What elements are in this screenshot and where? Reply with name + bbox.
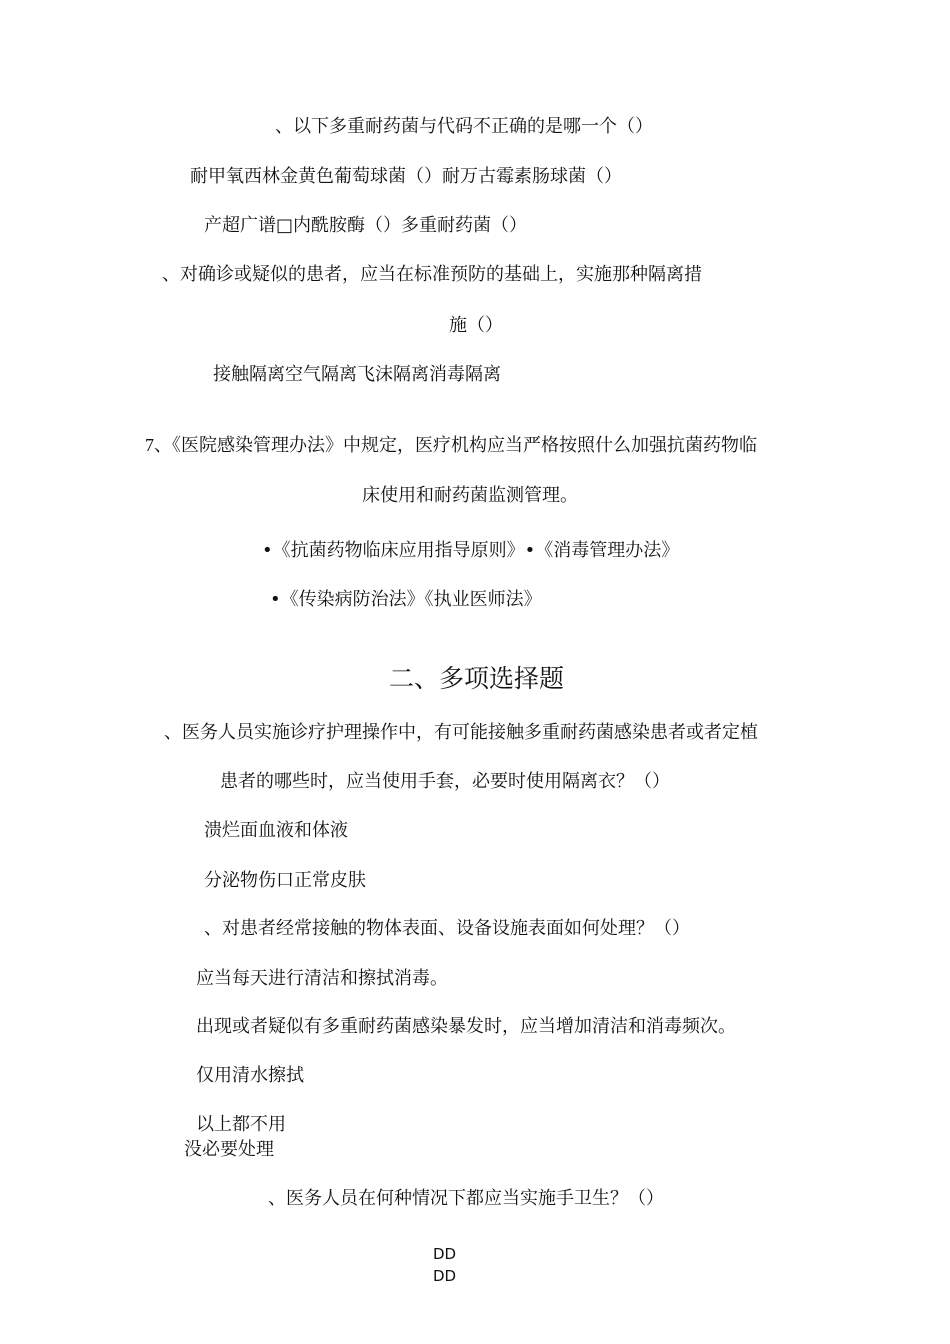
question-option: 仅用清水擦拭: [196, 1065, 304, 1086]
question-number: 7: [145, 435, 154, 455]
question-stem: 、对患者经常接触的物体表面、设备设施表面如何处理？（）: [204, 918, 690, 939]
question-option: 以上都不用: [196, 1114, 286, 1135]
question-stem-continued: 施（）: [449, 315, 503, 336]
question-stem-continued: 床使用和耐药菌监测管理。: [362, 485, 578, 506]
footer-mark: DD: [433, 1245, 457, 1263]
question-option: 应当每天进行清洁和擦拭消毒。: [196, 968, 448, 989]
question-stem: 、对确诊或疑似的患者，应当在标准预防的基础上，实施那种隔离措: [162, 264, 702, 285]
section-title: 二、多项选择题: [389, 664, 565, 693]
question-options: 接触隔离空气隔离飞沫隔离消毒隔离: [213, 364, 501, 385]
question-stem: 、医务人员在何种情况下都应当实施手卫生？（）: [268, 1188, 664, 1209]
question-options: •《传染病防治法》《执业医师法》: [270, 589, 542, 610]
question-stem: 、医务人员实施诊疗护理操作中，有可能接触多重耐药菌感染患者或者定植: [164, 722, 758, 743]
question-stem: [145, 433, 757, 458]
question-option: 溃烂面血液和体液: [204, 820, 348, 841]
question-option: 没必要处理: [184, 1139, 274, 1160]
question-text: 、《医院感染管理办法》中规定，医疗机构应当严格按照什么加强抗菌药物临: [154, 435, 757, 456]
question-options: •《抗菌药物临床应用指导原则》•《消毒管理办法》: [262, 540, 680, 561]
question-options: 耐甲氧西林金黄色葡萄球菌（）耐万古霉素肠球菌（）: [190, 166, 622, 187]
question-options: 产超广谱□内酰胺酶（）多重耐药菌（）: [204, 215, 528, 236]
footer-mark: DD: [433, 1267, 457, 1285]
question-option: 出现或者疑似有多重耐药菌感染暴发时，应当增加清洁和消毒频次。: [196, 1016, 736, 1037]
question-option: 分泌物伤口正常皮肤: [204, 870, 366, 891]
question-stem: 、以下多重耐药菌与代码不正确的是哪一个（）: [275, 116, 653, 137]
question-stem-continued: 患者的哪些时，应当使用手套，必要时使用隔离衣？（）: [220, 771, 670, 792]
